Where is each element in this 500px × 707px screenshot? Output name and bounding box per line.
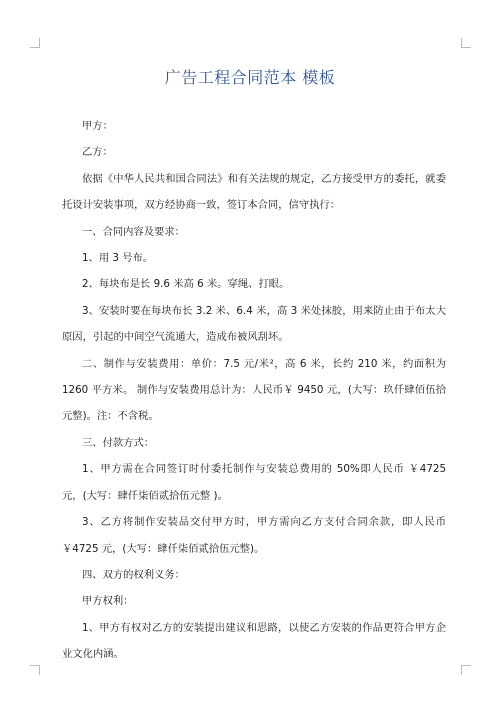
section-heading-contents: 一、合同内容及要求：	[82, 225, 185, 238]
crop-mark-top-right	[461, 38, 471, 48]
subheading-party-a-rights: 甲方权利：	[82, 595, 134, 608]
clause-paragraph: 1、用 3 号布。	[82, 252, 154, 265]
party-a-line: 甲方：	[82, 120, 113, 132]
clause-paragraph: 1、甲方需在合同签订时付委托制作与安装总费用的 50%即人民币 ￥4725 元，(大写：肆仟柒佰贰拾伍元整 )。	[62, 463, 446, 502]
party-b-line: 乙方：	[82, 146, 113, 159]
clause-paragraph: 1、甲方有权对乙方的安装提出建议和思路，以使乙方安装的作品更符合甲方企业文化内涵。	[62, 621, 446, 661]
crop-mark-top-left	[30, 38, 40, 48]
clause-paragraph: 3、乙方将制作安装品交付甲方时，甲方需向乙方支付合同余款，即人民币￥4725 元，(大写：肆仟柒佰贰拾伍元整)。	[62, 516, 446, 555]
section-heading-rights: 四、双方的权利义务：	[82, 568, 185, 581]
clause-paragraph: 2、每块布是长 9.6 米高 6 米。穿绳、打眼。	[82, 278, 290, 291]
preamble-paragraph: 依据《中华人民共和国合同法》和有关法规的规定，乙方接受甲方的委托，就委托设计安装事项，双方经协商一致，签订本合同，信守执行：	[62, 172, 446, 212]
clause-paragraph: 3、安装时要在每块布长 3.2 米、6.4 米，高 3 米处抹胶，用来防止由于布太大原因，引起的中间空气流通大，造成布被风刮坏。	[62, 304, 446, 344]
section-heading-payment: 三、付款方式：	[82, 436, 155, 449]
document-title: 广告工程合同范本 模板	[164, 68, 336, 87]
section-paragraph-fees: 二、制作与安装费用：单价：7.5 元/米²，高 6 米，长约 210 米，约面积为 1260 平方米。 制作与安装费用总计为：人民币￥ 9450 元，(大写：玖仟肆佰伍拾元整)。注：不含税。	[62, 357, 446, 423]
crop-mark-bottom-left	[30, 665, 40, 675]
crop-mark-bottom-right	[461, 665, 471, 675]
document-body	[62, 113, 446, 668]
